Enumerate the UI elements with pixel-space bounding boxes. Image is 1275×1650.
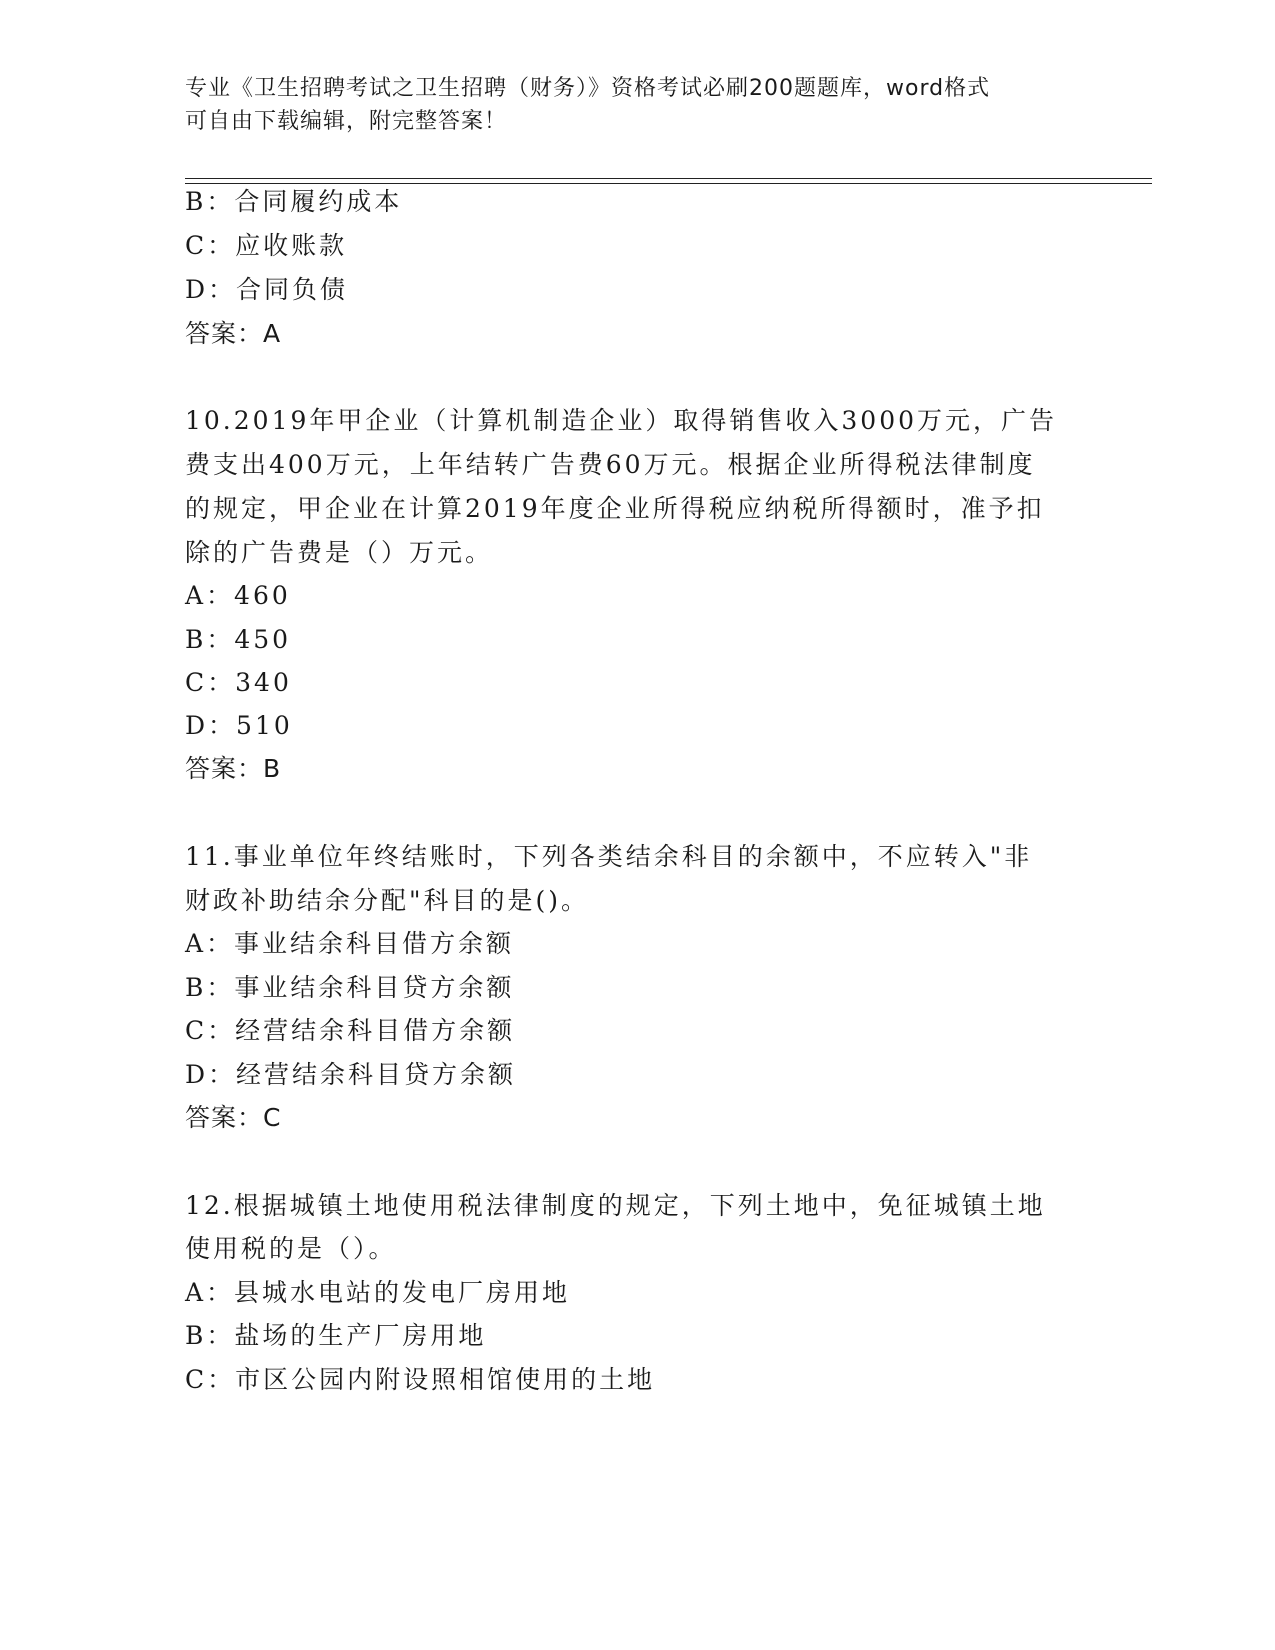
document-header	[185, 72, 1065, 138]
question-10-option-b: B：450	[185, 625, 292, 654]
question-11-option-d: D：经营结余科目贷方余额	[185, 1060, 517, 1089]
question-10-answer: 答案：B	[185, 754, 282, 783]
option-d: D：合同负债	[185, 275, 349, 304]
question-10-line-1: 10.2019年甲企业（计算机制造企业）取得销售收入3000万元，广告	[185, 406, 1058, 435]
question-12-option-a: A：县城水电站的发电厂房用地	[185, 1278, 571, 1307]
question-11-answer: 答案：C	[185, 1103, 282, 1132]
question-10-line-3: 的规定，甲企业在计算2019年度企业所得税应纳税所得额时，准予扣	[185, 494, 1045, 523]
header-title-line-1: 专业《卫生招聘考试之卫生招聘（财务）》资格考试必刷200题题库，word格式	[185, 76, 991, 101]
question-12-option-c: C：市区公园内附设照相馆使用的土地	[185, 1365, 656, 1394]
question-12-line-1: 12.根据城镇土地使用税法律制度的规定，下列土地中，免征城镇土地	[185, 1191, 1046, 1220]
question-10-line-4: 除的广告费是（）万元。	[185, 538, 494, 567]
question-12-option-b: B：盐场的生产厂房用地	[185, 1321, 487, 1350]
question-11-option-a: A：事业结余科目借方余额	[185, 929, 515, 958]
question-10-option-d: D：510	[185, 711, 293, 740]
header-title-line-2: 可自由下载编辑，附完整答案！	[185, 109, 508, 134]
question-10-option-a: A：460	[185, 581, 291, 610]
question-10-line-2: 费支出400万元，上年结转广告费60万元。根据企业所得税法律制度	[185, 450, 1036, 479]
question-11-line-2: 财政补助结余分配"科目的是()。	[185, 886, 590, 915]
option-c: C：应收账款	[185, 231, 348, 260]
question-10-option-c: C：340	[185, 668, 292, 697]
option-b: B：合同履约成本	[185, 187, 403, 216]
question-11-line-1: 11.事业单位年终结账时，下列各类结余科目的余额中，不应转入"非	[185, 842, 1033, 871]
header-divider-top	[185, 178, 1152, 179]
question-12-line-2: 使用税的是（）。	[185, 1234, 397, 1263]
question-11-option-b: B：事业结余科目贷方余额	[185, 973, 515, 1002]
question-11-option-c: C：经营结余科目借方余额	[185, 1016, 516, 1045]
answer-label: 答案：A	[185, 319, 282, 348]
